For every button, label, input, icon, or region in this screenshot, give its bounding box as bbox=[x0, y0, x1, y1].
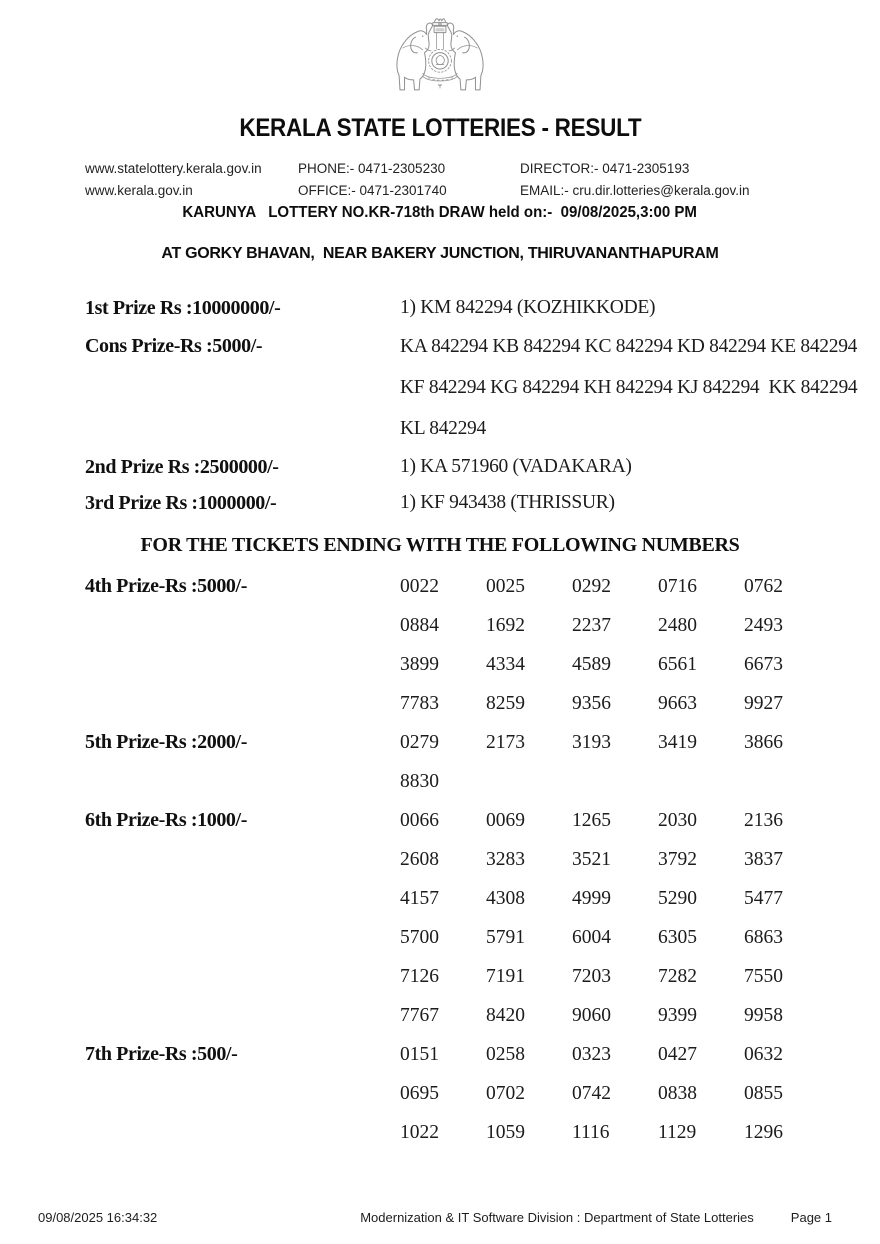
elephant-left-icon bbox=[397, 23, 433, 90]
ticket-number: 0025 bbox=[486, 576, 525, 597]
ticket-number: 5477 bbox=[744, 888, 783, 909]
ticket-number: 7282 bbox=[658, 966, 697, 987]
ticket-number: 5290 bbox=[658, 888, 697, 909]
ticket-number-row bbox=[400, 879, 830, 918]
kerala-govt-emblem-icon bbox=[390, 8, 490, 110]
prize-row-4th bbox=[85, 684, 880, 723]
contact-office: OFFICE:- 0471-2301740 bbox=[298, 183, 447, 198]
prize-row-5th bbox=[85, 762, 880, 801]
page-title: KERALA STATE LOTTERIES - RESULT bbox=[238, 114, 642, 142]
ticket-number: 2173 bbox=[486, 732, 525, 753]
prize-label-spacer bbox=[85, 840, 400, 879]
winning-numbers bbox=[400, 485, 615, 521]
ticket-number: 0427 bbox=[658, 1044, 697, 1065]
contact-website-2: www.kerala.gov.in bbox=[85, 183, 193, 198]
winning-numbers bbox=[400, 290, 655, 326]
ticket-number: 1692 bbox=[486, 615, 525, 636]
ticket-number-row bbox=[400, 840, 830, 879]
prize-row-6th bbox=[85, 879, 880, 918]
ticket-number-row bbox=[400, 1113, 830, 1152]
ticket-number: 1129 bbox=[658, 1122, 697, 1143]
ticket-number: 0838 bbox=[658, 1083, 697, 1104]
ticket-number: 3866 bbox=[744, 732, 783, 753]
ticket-number: 2480 bbox=[658, 615, 697, 636]
contact-info bbox=[85, 158, 880, 202]
footer-division: Modernization & IT Software Division : Department of State Lotteries bbox=[360, 1210, 754, 1225]
ticket-number: 8420 bbox=[486, 1005, 525, 1026]
ticket-number: 0279 bbox=[400, 732, 439, 753]
ticket-number: 9958 bbox=[744, 1005, 783, 1026]
ticket-number: 0151 bbox=[400, 1044, 439, 1065]
ticket-number-row bbox=[400, 645, 830, 684]
ticket-number-row bbox=[400, 996, 830, 1035]
prize-row-5th bbox=[85, 723, 880, 762]
ticket-number: 7767 bbox=[400, 1005, 439, 1026]
prize-row-6th bbox=[85, 957, 880, 996]
prize-row-2nd bbox=[85, 449, 880, 485]
ticket-number: 3521 bbox=[572, 849, 611, 870]
prize-row-4th bbox=[85, 645, 880, 684]
ticket-number: 0323 bbox=[572, 1044, 611, 1065]
prize-label: Cons Prize-Rs :5000/- bbox=[85, 335, 263, 357]
ticket-number: 2237 bbox=[572, 615, 611, 636]
ticket-number: 0292 bbox=[572, 576, 611, 597]
ticket-number: 7191 bbox=[486, 966, 525, 987]
ticket-number: 3419 bbox=[658, 732, 697, 753]
prize-label: 2nd Prize Rs :2500000/- bbox=[85, 456, 279, 478]
top-prizes-table bbox=[85, 290, 880, 521]
prize-label: 4th Prize-Rs :5000/- bbox=[85, 575, 247, 597]
prize-row-7th bbox=[85, 1113, 880, 1152]
draw-title: KARUNYA LOTTERY NO.KR-718th DRAW held on:- 09/08/2025,3:00 PM bbox=[182, 204, 698, 221]
ticket-number: 0855 bbox=[744, 1083, 783, 1104]
section-heading: FOR THE TICKETS ENDING WITH THE FOLLOWING NUMBERS bbox=[140, 534, 740, 556]
ticket-number: 4999 bbox=[572, 888, 611, 909]
prize-label-spacer bbox=[85, 684, 400, 723]
ticket-number: 0066 bbox=[400, 810, 439, 831]
ticket-number-row bbox=[400, 1074, 830, 1113]
winning-number-line: 1) KF 943438 (THRISSUR) bbox=[400, 492, 615, 513]
elephant-right-icon bbox=[447, 23, 483, 90]
prize-label-spacer bbox=[85, 918, 400, 957]
conch-shield-icon bbox=[423, 49, 458, 88]
winning-number-line: 1) KM 842294 (KOZHIKKODE) bbox=[400, 297, 656, 318]
ticket-number: 7783 bbox=[400, 693, 439, 714]
contact-phone: PHONE:- 0471-2305230 bbox=[298, 161, 446, 176]
ticket-number-row bbox=[400, 957, 830, 996]
prize-row-6th bbox=[85, 801, 880, 840]
prize-label-spacer bbox=[85, 762, 400, 801]
winning-number-line: KF 842294 KG 842294 KH 842294 KJ 842294 KK 842294 bbox=[400, 377, 858, 398]
ticket-number-row bbox=[400, 684, 830, 723]
ticket-number: 7203 bbox=[572, 966, 611, 987]
ticket-number: 4308 bbox=[486, 888, 525, 909]
ticket-number: 6561 bbox=[658, 654, 697, 675]
ticket-number: 8259 bbox=[486, 693, 525, 714]
ticket-number: 6863 bbox=[744, 927, 783, 948]
ticket-number: 0022 bbox=[400, 576, 439, 597]
prize-row-7th bbox=[85, 1074, 880, 1113]
ticket-number-row bbox=[400, 801, 830, 840]
footer bbox=[0, 1210, 880, 1225]
ticket-number: 0762 bbox=[744, 576, 783, 597]
ticket-number: 0632 bbox=[744, 1044, 783, 1065]
ticket-number: 3283 bbox=[486, 849, 525, 870]
ticket-number: 6305 bbox=[658, 927, 697, 948]
ticket-number: 1116 bbox=[572, 1122, 610, 1143]
footer-timestamp: 09/08/2025 16:34:32 bbox=[38, 1210, 158, 1225]
prize-row-4th bbox=[85, 606, 880, 645]
prize-label: 5th Prize-Rs :2000/- bbox=[85, 731, 247, 753]
ticket-number: 2493 bbox=[744, 615, 783, 636]
ticket-number: 0716 bbox=[658, 576, 697, 597]
ticket-number: 1022 bbox=[400, 1122, 439, 1143]
ticket-number: 1059 bbox=[486, 1122, 525, 1143]
ashoka-capital-icon bbox=[433, 19, 448, 49]
ticket-number: 8830 bbox=[400, 771, 439, 792]
ticket-number: 9663 bbox=[658, 693, 697, 714]
prize-row-6th bbox=[85, 840, 880, 879]
ticket-number-row bbox=[400, 567, 830, 606]
ticket-number-row bbox=[400, 918, 830, 957]
ticket-number: 4589 bbox=[572, 654, 611, 675]
ticket-number: 0695 bbox=[400, 1083, 439, 1104]
ticket-number: 4334 bbox=[486, 654, 525, 675]
ticket-number: 9399 bbox=[658, 1005, 697, 1026]
ticket-number: 3792 bbox=[658, 849, 697, 870]
ticket-number: 0258 bbox=[486, 1044, 525, 1065]
prize-row-3rd bbox=[85, 485, 880, 521]
ticket-number-row bbox=[400, 1035, 830, 1074]
ticket-number: 0742 bbox=[572, 1083, 611, 1104]
ticket-number-row bbox=[400, 762, 830, 801]
footer-page-number: Page 1 bbox=[790, 1210, 832, 1225]
prize-row-4th bbox=[85, 567, 880, 606]
winning-number-line: KL 842294 bbox=[400, 418, 486, 439]
winning-numbers bbox=[400, 449, 632, 485]
prize-row-7th bbox=[85, 1035, 880, 1074]
ticket-number: 6004 bbox=[572, 927, 611, 948]
ticket-number: 5700 bbox=[400, 927, 439, 948]
ticket-number: 2608 bbox=[400, 849, 439, 870]
prize-row-1st bbox=[85, 290, 880, 326]
ticket-number: 1296 bbox=[744, 1122, 783, 1143]
venue-line: AT GORKY BHAVAN, NEAR BAKERY JUNCTION, THIRUVANANTHAPURAM bbox=[161, 245, 719, 262]
ticket-number: 2030 bbox=[658, 810, 697, 831]
ticket-number: 2136 bbox=[744, 810, 783, 831]
ticket-number: 3193 bbox=[572, 732, 611, 753]
ending-prizes-table bbox=[85, 567, 880, 1152]
prize-row-6th bbox=[85, 996, 880, 1035]
ticket-number: 0884 bbox=[400, 615, 439, 636]
prize-row-6th bbox=[85, 918, 880, 957]
prize-label-spacer bbox=[85, 1113, 400, 1152]
prize-label-spacer bbox=[85, 879, 400, 918]
ticket-number: 4157 bbox=[400, 888, 439, 909]
ticket-number: 7550 bbox=[744, 966, 783, 987]
prize-label: 7th Prize-Rs :500/- bbox=[85, 1043, 238, 1065]
winning-number-line: 1) KA 571960 (VADAKARA) bbox=[400, 456, 632, 477]
ticket-number: 9060 bbox=[572, 1005, 611, 1026]
prize-label-spacer bbox=[85, 1074, 400, 1113]
contact-website-1: www.statelottery.kerala.gov.in bbox=[85, 161, 262, 176]
ticket-number: 3837 bbox=[744, 849, 783, 870]
ticket-number: 0069 bbox=[486, 810, 525, 831]
ticket-number: 5791 bbox=[486, 927, 525, 948]
ticket-number: 0702 bbox=[486, 1083, 525, 1104]
prize-label: 3rd Prize Rs :1000000/- bbox=[85, 492, 277, 514]
prize-label: 6th Prize-Rs :1000/- bbox=[85, 809, 247, 831]
winning-number-line: KA 842294 KB 842294 KC 842294 KD 842294 KE 842294 bbox=[400, 336, 858, 357]
contact-director: DIRECTOR:- 0471-2305193 bbox=[520, 161, 690, 176]
prize-label-spacer bbox=[85, 606, 400, 645]
prize-row-cons bbox=[85, 326, 880, 449]
ticket-number: 3899 bbox=[400, 654, 439, 675]
ticket-number-row bbox=[400, 606, 830, 645]
ticket-number: 9927 bbox=[744, 693, 783, 714]
prize-label-spacer bbox=[85, 957, 400, 996]
ticket-number: 7126 bbox=[400, 966, 439, 987]
prize-label: 1st Prize Rs :10000000/- bbox=[85, 297, 281, 319]
prize-label-spacer bbox=[85, 996, 400, 1035]
ticket-number: 9356 bbox=[572, 693, 611, 714]
prize-label-spacer bbox=[85, 645, 400, 684]
ticket-number: 1265 bbox=[572, 810, 611, 831]
winning-numbers bbox=[400, 326, 857, 449]
contact-email: EMAIL:- cru.dir.lotteries@kerala.gov.in bbox=[520, 183, 750, 198]
ticket-number: 6673 bbox=[744, 654, 783, 675]
ticket-number-row bbox=[400, 723, 830, 762]
